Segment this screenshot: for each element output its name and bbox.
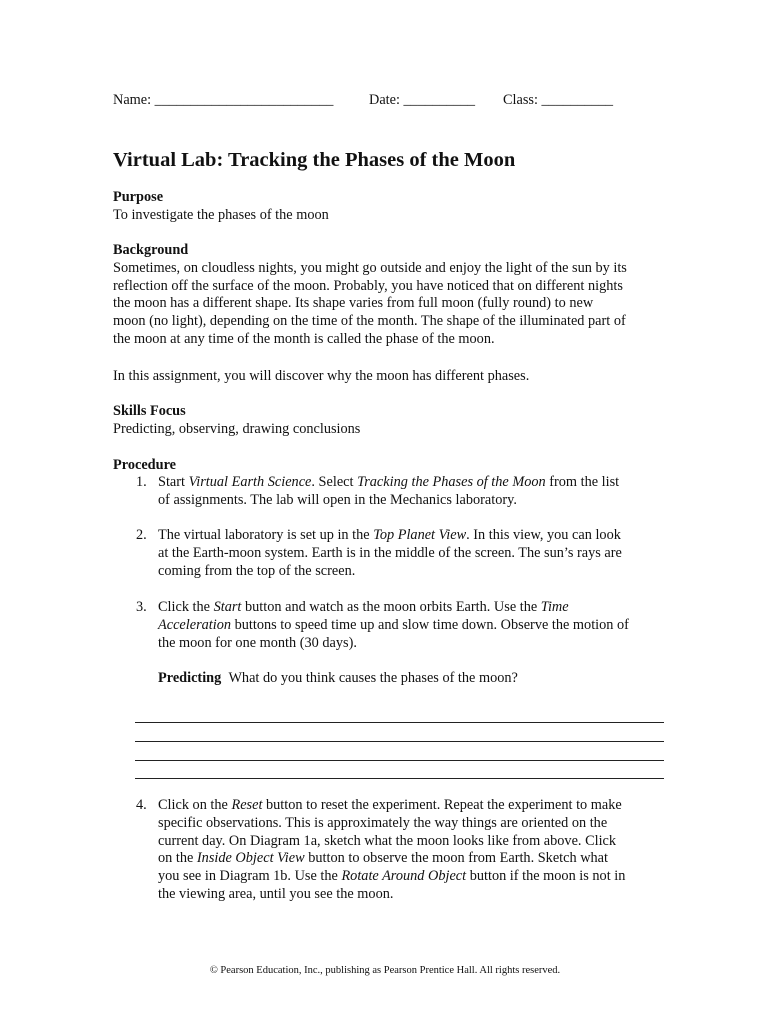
step-emphasis: Virtual Earth Science — [188, 474, 312, 490]
answer-line[interactable] — [135, 722, 664, 723]
step-3-line-3: the moon for one month (30 days). — [158, 634, 357, 651]
answer-line[interactable] — [135, 778, 664, 779]
step-4-line-1 — [158, 797, 666, 815]
background-line: the moon has a different shape. Its shape varies from full moon (fully round) to new — [113, 295, 594, 312]
step-2-line-3: coming from the top of the screen. — [158, 562, 356, 579]
procedure-step-3 — [136, 599, 666, 652]
step-emphasis: Acceleration — [158, 616, 232, 633]
procedure-step-4 — [136, 797, 666, 904]
background-section — [113, 242, 673, 349]
step-emphasis: Time — [540, 599, 569, 615]
background-line: reflection off the surface of the moon. Probably, you have noticed that on different nights — [113, 277, 623, 294]
name-field: Name: _________________________ — [113, 92, 334, 108]
step-emphasis: Inside Object View — [196, 850, 305, 867]
copyright-footer: © Pearson Education, Inc., publishing as Pearson Prentice Hall. All rights reserved. — [209, 965, 561, 976]
step-4-line-3: current day. On Diagram 1a, sketch what the moon looks like from above. Click — [158, 832, 617, 849]
procedure-heading — [113, 457, 673, 475]
predicting-prompt — [158, 670, 518, 688]
step-text: . Select — [311, 474, 358, 490]
background-line: the moon at any time of the month is called the phase of the moon. — [113, 330, 495, 347]
background-heading: Background — [113, 242, 189, 258]
skills-text: Predicting, observing, drawing conclusions — [113, 420, 361, 437]
step-text: . In this view, you can look — [466, 527, 621, 543]
step-4-line-4 — [158, 850, 666, 868]
step-emphasis: Rotate Around Object — [341, 868, 467, 885]
purpose-text: To investigate the phases of the moon — [113, 206, 329, 223]
step-number: 4. — [136, 797, 147, 813]
skills-heading: Skills Focus — [113, 403, 186, 419]
step-text: you see in Diagram 1b. Use the — [158, 868, 342, 885]
step-text: buttons to speed time up and slow time down. Observe the motion of — [231, 616, 629, 633]
skills-section — [113, 403, 673, 439]
background-line: Sometimes, on cloudless nights, you might go outside and enjoy the light of the sun by its — [113, 259, 627, 276]
predicting-label: Predicting — [158, 670, 222, 686]
step-number: 3. — [136, 599, 147, 615]
step-text: The virtual laboratory is set up in the — [158, 527, 374, 543]
step-2-line-1 — [158, 527, 666, 545]
purpose-section — [113, 189, 673, 225]
predicting-question: What do you think causes the phases of the moon? — [228, 670, 518, 686]
purpose-heading: Purpose — [113, 189, 164, 205]
page-title: Virtual Lab: Tracking the Phases of the Moon — [113, 149, 516, 171]
step-1-line-2: of assignments. The lab will open in the Mechanics laboratory. — [158, 491, 517, 508]
step-emphasis: Reset — [231, 797, 263, 813]
step-text: from the list — [545, 474, 620, 490]
step-text: Start — [158, 474, 189, 490]
step-4-line-6: the viewing area, until you see the moon. — [158, 885, 394, 902]
date-field: Date: __________ — [369, 92, 476, 108]
step-emphasis: Start — [213, 599, 242, 615]
step-3-line-1 — [158, 599, 666, 617]
step-number: 1. — [136, 474, 147, 490]
step-4-line-5 — [158, 868, 666, 886]
step-2-line-2: at the Earth-moon system. Earth is in the middle of the screen. The sun’s rays are — [158, 544, 622, 561]
step-text: button to observe the moon from Earth. Sketch what — [304, 850, 609, 867]
background-line: moon (no light), depending on the time of the month. The shape of the illuminated part of — [113, 313, 626, 330]
step-emphasis: Top Planet View — [373, 527, 467, 543]
procedure-step-1 — [136, 474, 666, 510]
step-text: Click on the — [158, 797, 232, 813]
step-text: button if the moon is not in — [466, 868, 626, 885]
answer-line[interactable] — [135, 760, 664, 761]
step-emphasis: Tracking the Phases of the Moon — [357, 474, 546, 490]
assignment-text: In this assignment, you will discover why the moon has different phases. — [113, 368, 530, 384]
step-4-line-2: specific observations. This is approximately the way things are oriented on the — [158, 814, 608, 831]
step-text: button to reset the experiment. Repeat the experiment to make — [262, 797, 622, 813]
procedure-step-2 — [136, 527, 666, 580]
step-3-line-2 — [158, 617, 666, 635]
step-text: Click the — [158, 599, 214, 615]
step-number: 2. — [136, 527, 147, 543]
step-text: button and watch as the moon orbits Earth. Use the — [241, 599, 541, 615]
procedure-heading-text: Procedure — [113, 457, 176, 473]
answer-line[interactable] — [135, 741, 664, 742]
step-1-line-1 — [158, 474, 666, 492]
step-text: on the — [158, 850, 197, 867]
class-field: Class: __________ — [503, 92, 614, 108]
